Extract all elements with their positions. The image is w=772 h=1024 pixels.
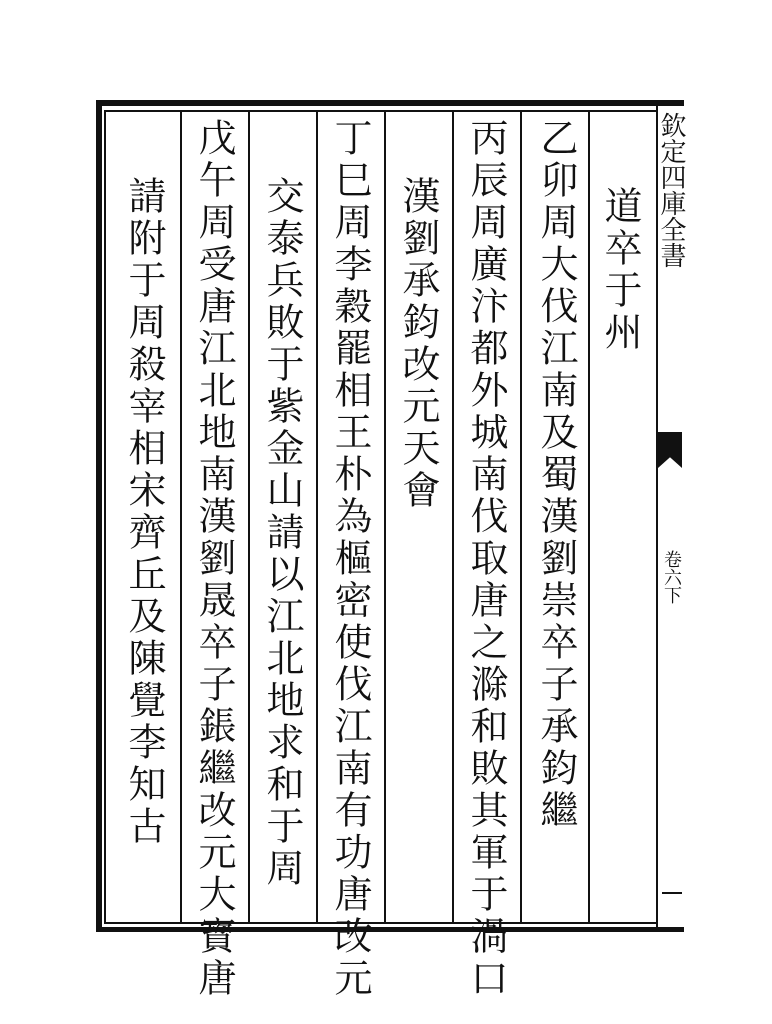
column-rule bbox=[316, 110, 318, 924]
text-column-3: 丙辰周廣汴都外城南伐取唐之滁和敗其軍于渦口 bbox=[464, 118, 508, 1000]
column-rule bbox=[520, 110, 522, 924]
text-column-7: 戊午周受唐江北地南漢劉晟卒子鋹繼改元大寳唐 bbox=[192, 118, 236, 1000]
column-rule bbox=[180, 110, 182, 924]
column-rule bbox=[452, 110, 454, 924]
volume-label: 卷六下 bbox=[661, 550, 682, 604]
text-column-4: 漢劉承鈞改元天會 bbox=[396, 176, 440, 512]
fishtail-mark bbox=[658, 432, 682, 468]
text-column-1: 乙卯周大伐江南及蜀漢劉崇卒子承鈞繼 bbox=[534, 118, 578, 832]
page-margin-strip bbox=[656, 102, 684, 930]
text-column-8: 請附于周殺宰相宋齊丘及陳覺李知古 bbox=[122, 176, 166, 848]
book-title: 欽定四庫全書 bbox=[656, 112, 686, 268]
column-rule bbox=[588, 110, 590, 924]
margin-tick bbox=[662, 892, 682, 894]
column-rule bbox=[248, 110, 250, 924]
text-column-5: 丁巳周李穀罷相王朴為樞密使伐江南有功唐改元 bbox=[328, 118, 372, 1000]
column-rule bbox=[384, 110, 386, 924]
text-column-6: 交泰兵敗于紫金山請以江北地求和于周 bbox=[260, 176, 304, 890]
text-column-2: 道卒于州 bbox=[598, 186, 642, 354]
